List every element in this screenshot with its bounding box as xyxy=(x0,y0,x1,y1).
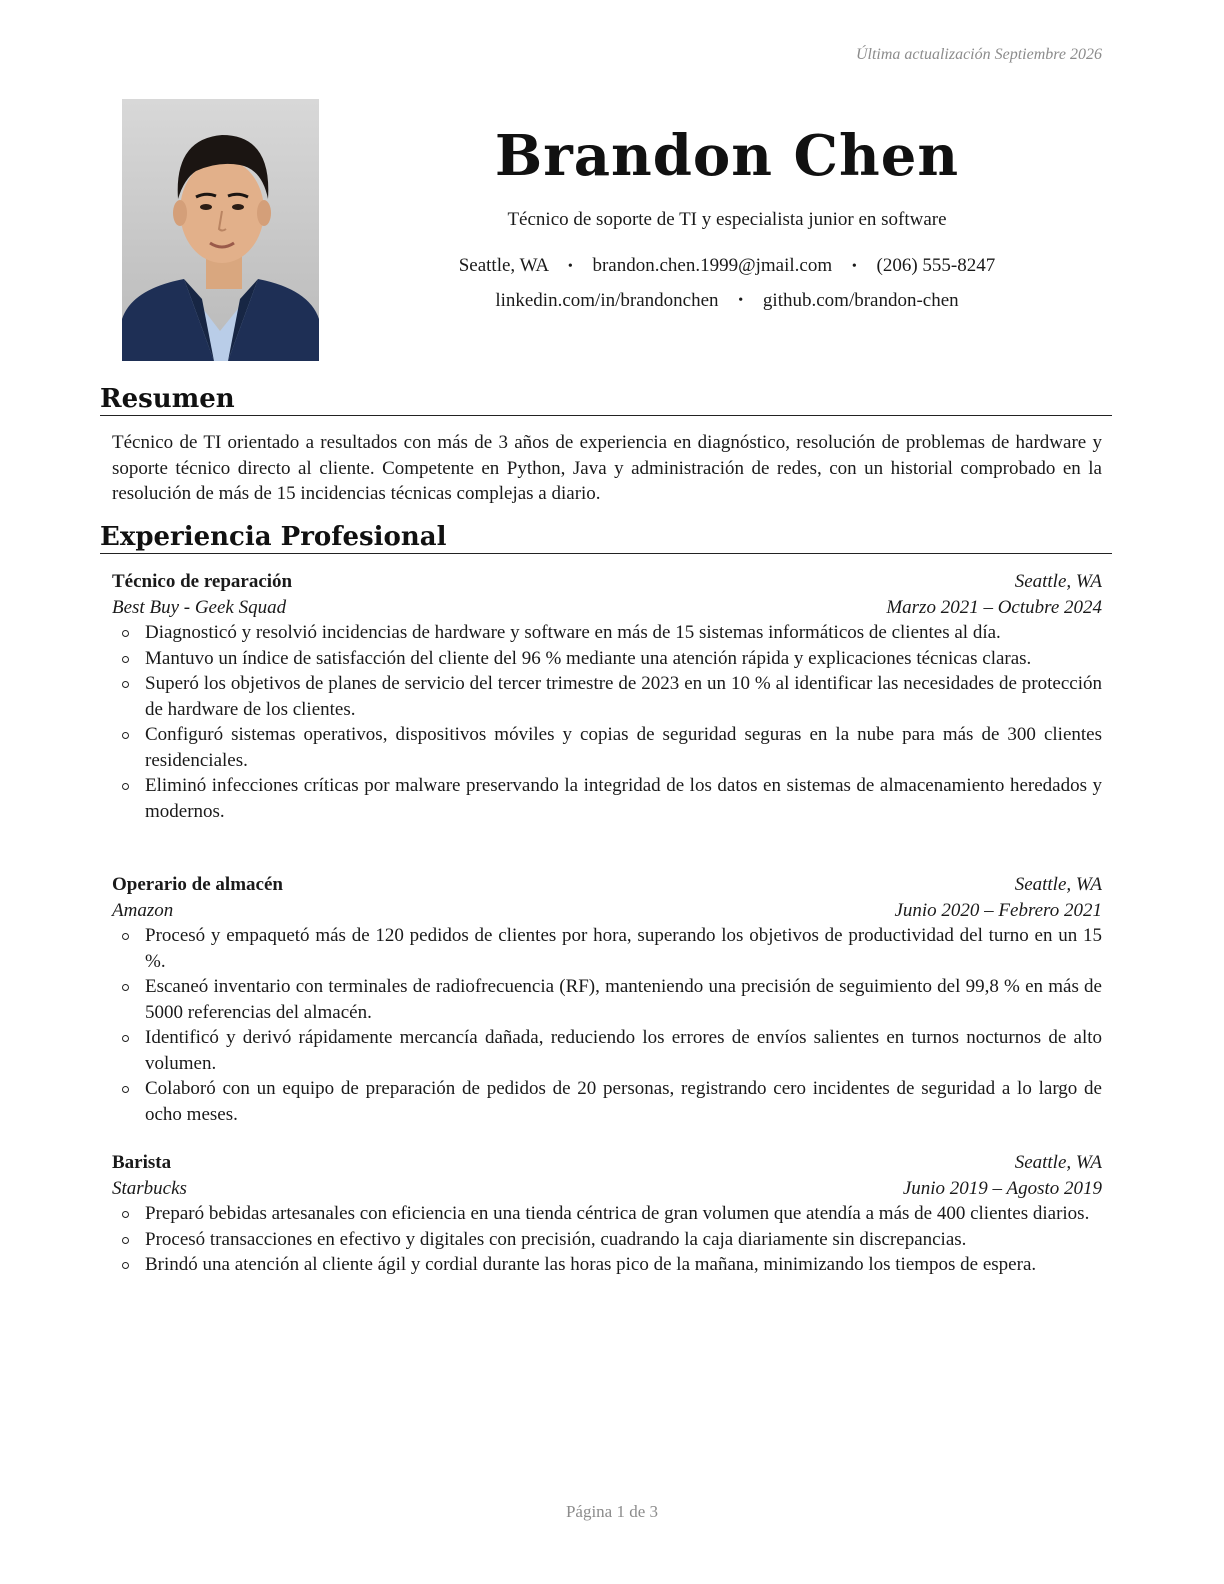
location-text: Seattle, WA xyxy=(458,255,549,276)
candidate-name: Brandon Chen xyxy=(494,123,960,189)
job-bullet: Eliminó infecciones críticas por malware preservando la integridad de los datos en sistemas de almacenamiento heredados y modernos. xyxy=(112,773,1102,824)
job-bullet: Mantuvo un índice de satisfacción del cliente del 96 % mediante una atención rápida y explicaciones técnicas claras. xyxy=(112,646,1102,672)
job-bullets xyxy=(112,620,1102,824)
experience-heading: Experiencia Profesional xyxy=(100,522,1112,554)
job-company: Amazon xyxy=(112,899,174,921)
job-location: Seattle, WA xyxy=(1014,874,1102,895)
job-bullet: Preparó bebidas artesanales con eficiencia en una tienda céntrica de gran volumen que atendía a más de 400 clientes diarios. xyxy=(112,1201,1102,1227)
email-link[interactable]: brandon.chen.1999@jmail.com xyxy=(592,255,833,276)
summary-heading: Resumen xyxy=(100,384,1112,416)
job-location: Seattle, WA xyxy=(1014,571,1102,592)
job-bullet: Configuró sistemas operativos, dispositivos móviles y copias de seguridad seguras en la nube para más de 300 clientes residenciales. xyxy=(112,722,1102,773)
job-bullet: Escaneó inventario con terminales de radiofrecuencia (RF), manteniendo una precisión de seguimiento del 99,8 % en más de 5000 referencias del almacén. xyxy=(112,974,1102,1025)
job-company: Starbucks xyxy=(112,1177,187,1199)
resume-header xyxy=(330,118,1124,318)
bullet-separator: • xyxy=(567,258,573,274)
job-entry xyxy=(112,872,1102,1127)
job-bullet: Diagnosticó y resolvió incidencias de hardware y software en más de 15 sistemas informáticos de clientes al día. xyxy=(112,620,1102,646)
github-link[interactable]: github.com/brandon-chen xyxy=(762,289,959,311)
job-bullets xyxy=(112,1201,1102,1278)
page-number: Página 1 de 3 xyxy=(565,1502,659,1521)
candidate-subtitle: Técnico de soporte de TI y especialista junior en software xyxy=(507,209,947,230)
bullet-separator: • xyxy=(738,293,744,309)
contact-line-1 xyxy=(330,249,1124,284)
job-dates: Junio 2020 – Febrero 2021 xyxy=(894,899,1102,921)
job-dates: Junio 2019 – Agosto 2019 xyxy=(902,1177,1102,1199)
job-bullet: Colaboró con un equipo de preparación de pedidos de 20 personas, registrando cero incidentes de seguridad a lo largo de ocho meses. xyxy=(112,1076,1102,1127)
job-bullet: Procesó transacciones en efectivo y digitales con precisión, cuadrando la caja diariamente sin discrepancias. xyxy=(112,1227,1102,1253)
summary-text: Técnico de TI orientado a resultados con más de 3 años de experiencia en diagnóstico, resolución de problemas de hardware y soporte técnico directo al cliente. Competente en Python, Java y administración de redes, con un historial comprobado en la resolución de más de 15 incidencias técnicas complejas a diario. xyxy=(112,432,1102,504)
job-company: Best Buy - Geek Squad xyxy=(112,596,287,618)
job-dates: Marzo 2021 – Octubre 2024 xyxy=(886,596,1102,618)
job-title: Barista xyxy=(112,1152,172,1173)
job-title: Operario de almacén xyxy=(112,874,283,895)
bullet-separator: • xyxy=(851,258,857,274)
job-location: Seattle, WA xyxy=(1014,1152,1102,1173)
linkedin-link[interactable]: linkedin.com/in/brandonchen xyxy=(495,289,719,311)
job-bullet: Superó los objetivos de planes de servicio del tercer trimestre de 2023 en un 10 % al identificar las necesidades de protección de hardware de los clientes. xyxy=(112,671,1102,722)
job-bullet: Identificó y derivó rápidamente mercancía dañada, reduciendo los errores de envíos salientes en turnos nocturnos de alto volumen. xyxy=(112,1025,1102,1076)
contact-line-2 xyxy=(330,284,1124,319)
job-title: Técnico de reparación xyxy=(112,571,293,592)
last-updated-text: Última actualización Septiembre 2026 xyxy=(855,46,1102,63)
job-bullet: Brindó una atención al cliente ágil y cordial durante las horas pico de la mañana, minimizando los tiempos de espera. xyxy=(112,1252,1102,1278)
job-entry xyxy=(112,569,1102,824)
job-entry xyxy=(112,1150,1102,1278)
job-bullets xyxy=(112,923,1102,1127)
phone-text: (206) 555-8247 xyxy=(876,255,996,276)
job-bullet: Procesó y empaquetó más de 120 pedidos de clientes por hora, superando los objetivos de productividad del turno en un 15 %. xyxy=(112,923,1102,974)
profile-photo xyxy=(122,99,319,361)
